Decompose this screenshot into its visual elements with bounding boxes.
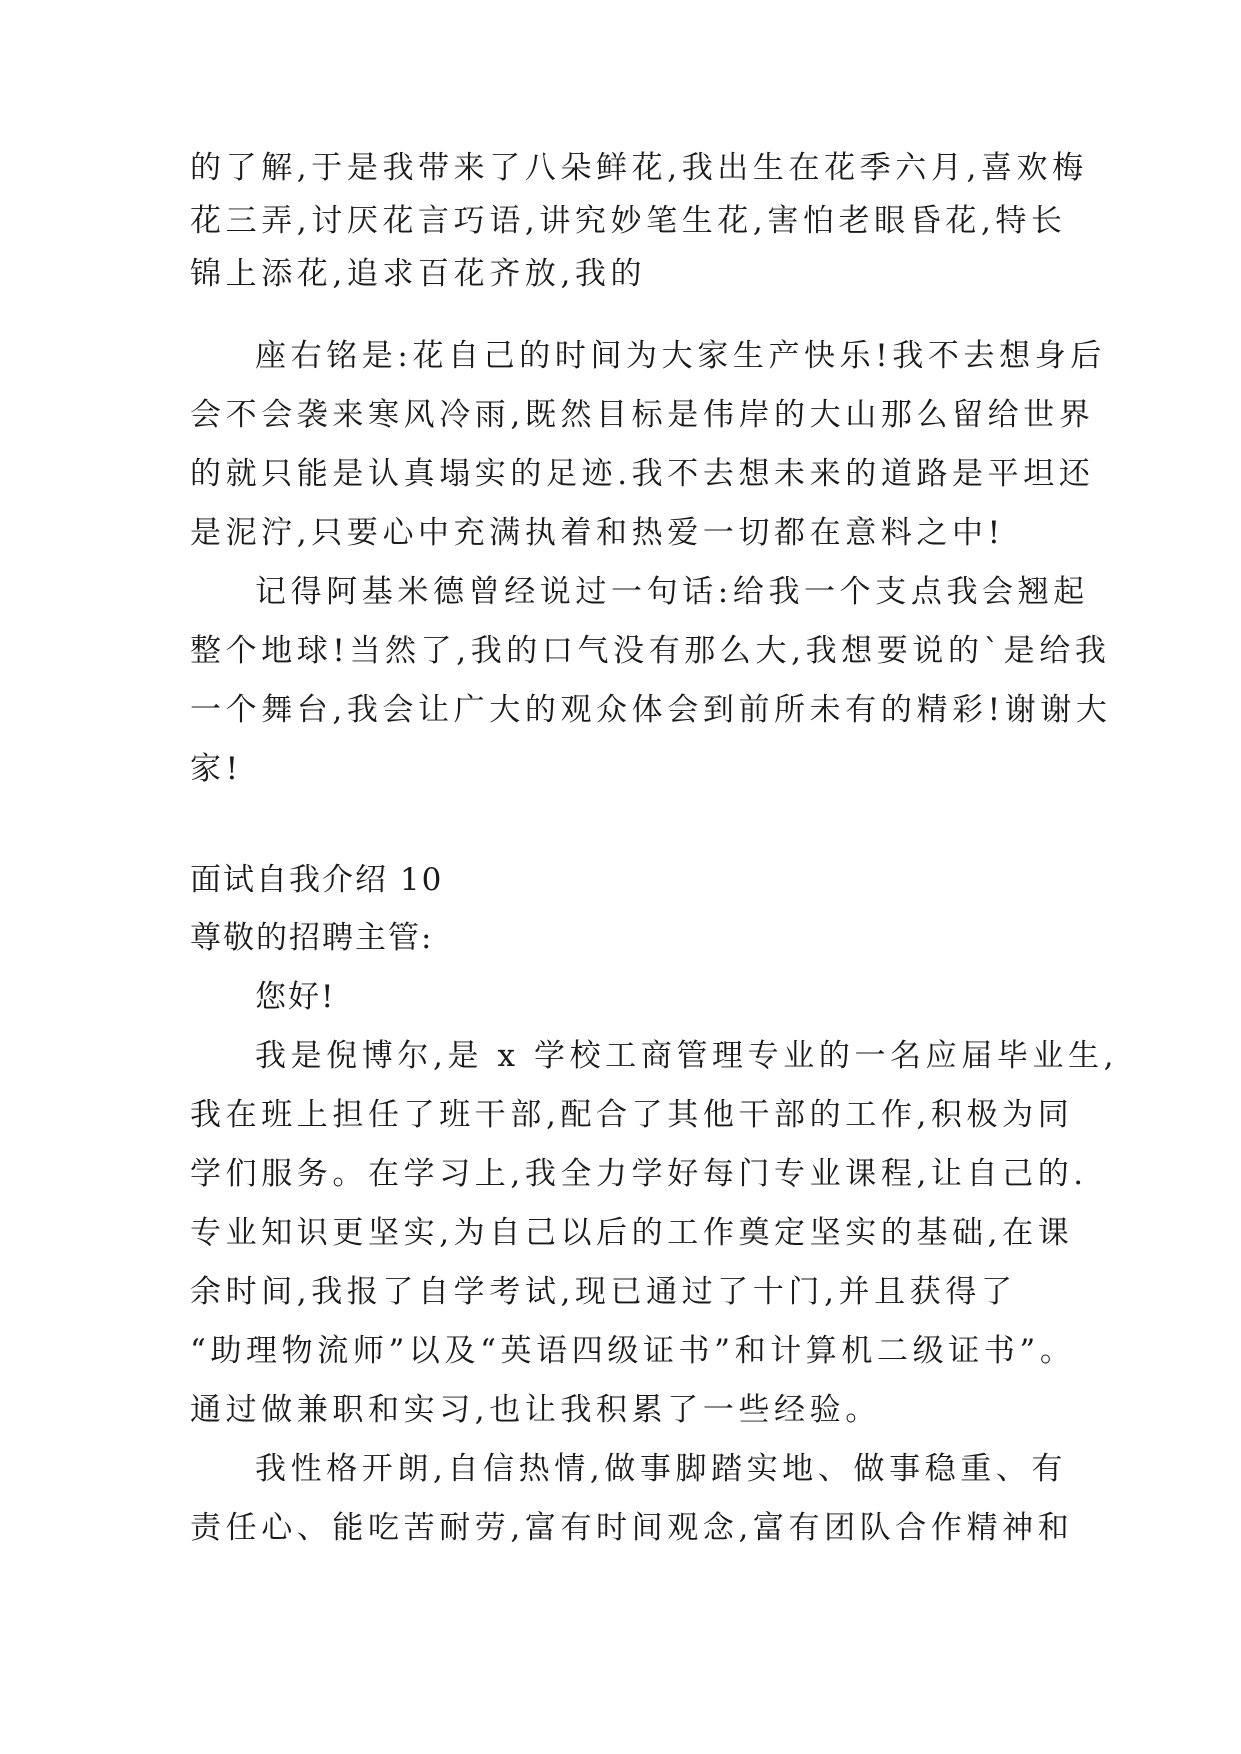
text-line: 家! bbox=[190, 751, 243, 787]
text-line: 整个地球!当然了,我的口气没有那么大,我想要说的`是给我 bbox=[190, 633, 1111, 669]
text-line: 我在班上担任了班干部,配合了其他干部的工作,积极为同 bbox=[190, 1097, 1074, 1133]
paragraph-start-line: 记得阿基米德曾经说过一句话:给我一个支点我会翘起 bbox=[255, 574, 1089, 610]
text-line: 会不会袭来寒风冷雨,既然目标是伟岸的大山那么留给世界 bbox=[190, 397, 1095, 433]
text-line: 通过做兼职和实习,也让我积累了一些经验。 bbox=[190, 1392, 881, 1428]
text-line: 的就只能是认真塌实的足迹.我不去想未来的道路是平坦还 bbox=[190, 456, 1095, 492]
text-line: 一个舞台,我会让广大的观众体会到前所未有的精彩!谢谢大 bbox=[190, 692, 1112, 728]
paragraph-start-line: 我性格开朗,自信热情,做事脚踏实地、做事稳重、有 bbox=[255, 1451, 1068, 1487]
text-line: “助理物流师”以及“英语四级证书”和计算机二级证书”。 bbox=[190, 1333, 1076, 1369]
greeting: 您好! bbox=[255, 979, 336, 1015]
section-title: 面试自我介绍 10 bbox=[190, 862, 444, 898]
text-line: 专业知识更坚实,为自己以后的工作奠定坚实的基础,在课 bbox=[190, 1215, 1074, 1251]
text-line: 余时间,我报了自学考试,现已通过了十门,并且获得了 bbox=[190, 1274, 1017, 1310]
paragraph-start-line: 座右铭是:花自己的时间为大家生产快乐!我不去想身后 bbox=[255, 338, 1106, 374]
text-line: 的了解,于是我带来了八朵鲜花,我出生在花季六月,喜欢梅 bbox=[190, 150, 1088, 186]
text-line: 是泥泞,只要心中充满执着和热爱一切都在意料之中! bbox=[190, 515, 1005, 551]
text-line: 锦上添花,追求百花齐放,我的 bbox=[190, 256, 647, 292]
text-line: 学们服务。在学习上,我全力学好每门专业课程,让自己的. bbox=[190, 1156, 1088, 1192]
salutation: 尊敬的招聘主管: bbox=[190, 920, 434, 956]
text-line: 花三弄,讨厌花言巧语,讲究妙笔生花,害怕老眼昏花,特长 bbox=[190, 203, 1067, 239]
text-line: 责任心、能吃苦耐劳,富有时间观念,富有团队合作精神和 bbox=[190, 1510, 1074, 1546]
paragraph-start-line: 我是倪博尔,是 x 学校工商管理专业的一名应届毕业生, bbox=[255, 1038, 1119, 1074]
